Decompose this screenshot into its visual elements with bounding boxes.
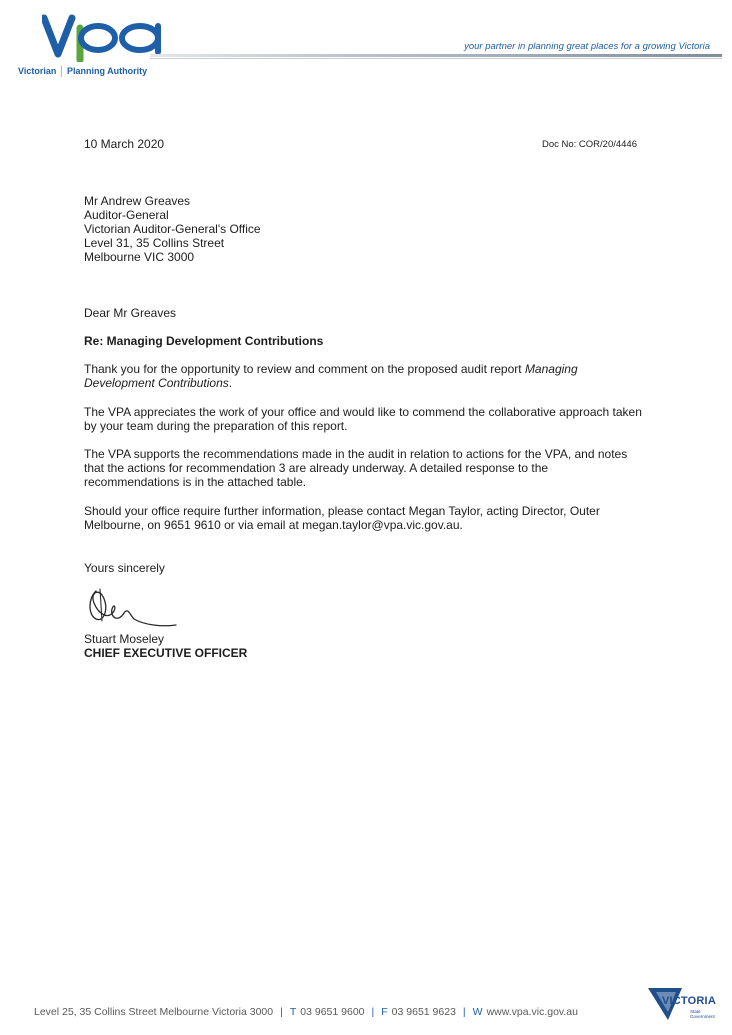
victoria-logo-subtext <box>690 1009 715 1019</box>
address-line: Mr Andrew Greaves <box>84 194 191 208</box>
address-line: Melbourne VIC 3000 <box>84 250 195 264</box>
header-rule <box>150 54 722 57</box>
header-tagline: your partner in planning great places for a growing Victoria <box>464 41 710 52</box>
letter-date: 10 March 2020 <box>84 137 165 151</box>
victoria-sub-line: Government <box>690 1014 715 1019</box>
logo-subtitle <box>18 66 147 76</box>
fax-label: F <box>381 1006 388 1018</box>
paragraph-2: The VPA appreciates the work of your office and would like to commend the collaborative approach taken by your team during the preparation of this report. <box>84 405 642 433</box>
footer-address: Level 25, 35 Collins Street Melbourne Victoria 3000 <box>34 1006 274 1018</box>
signature-icon <box>84 585 179 633</box>
closing: Yours sincerely <box>84 561 165 575</box>
report-title: Managing Development Contributions <box>84 362 578 390</box>
recipient-address <box>84 194 261 264</box>
victoria-sub-line: State <box>690 1009 701 1014</box>
signer-title: CHIEF EXECUTIVE OFFICER <box>84 646 248 660</box>
paragraph-1-text: Thank you for the opportunity to review and comment on the proposed audit report <box>84 362 525 376</box>
logo-subtitle-right: Planning Authority <box>67 66 148 76</box>
web-label: W <box>472 1006 483 1018</box>
logo-subtitle-left: Victorian <box>18 66 57 76</box>
logo-divider: │ <box>58 66 65 76</box>
paragraph-1-end: . <box>228 376 233 390</box>
paragraph-3: The VPA supports the recommendations made in the audit in relation to actions for the VPA, and notes that the actions for recommendation 3 are already underway. A detailed response to the recommendations is in the attached table. <box>84 447 628 489</box>
footer-separator: | <box>371 1006 375 1018</box>
footer-contact <box>34 1006 578 1018</box>
paragraph-4: Should your office require further information, please contact Megan Taylor, acting Director, Outer Melbourne, on 9651 9610 or via email at megan.taylor@vpa.vic.gov.au. <box>84 504 600 532</box>
subject-line: Re: Managing Development Contributions <box>84 334 324 348</box>
footer-phone: 03 9651 9600 <box>300 1006 365 1018</box>
phone-label: T <box>289 1006 297 1018</box>
footer-web: www.vpa.vic.gov.au <box>486 1006 578 1018</box>
header-rule-thin <box>150 58 722 59</box>
vpa-logo <box>8 14 178 80</box>
address-line: Level 31, 35 Collins Street <box>84 236 225 250</box>
address-line: Auditor-General <box>84 208 169 222</box>
address-line: Victorian Auditor-General's Office <box>84 222 261 236</box>
doc-number: Doc No: COR/20/4446 <box>541 139 637 150</box>
victoria-logo-text: VICTORIA <box>662 995 716 1007</box>
footer-fax: 03 9651 9623 <box>391 1006 456 1018</box>
paragraph-1 <box>84 362 644 390</box>
footer-separator: | <box>280 1006 283 1018</box>
footer-separator: | <box>462 1006 466 1018</box>
salutation: Dear Mr Greaves <box>84 306 177 320</box>
signer-name: Stuart Moseley <box>84 632 165 646</box>
